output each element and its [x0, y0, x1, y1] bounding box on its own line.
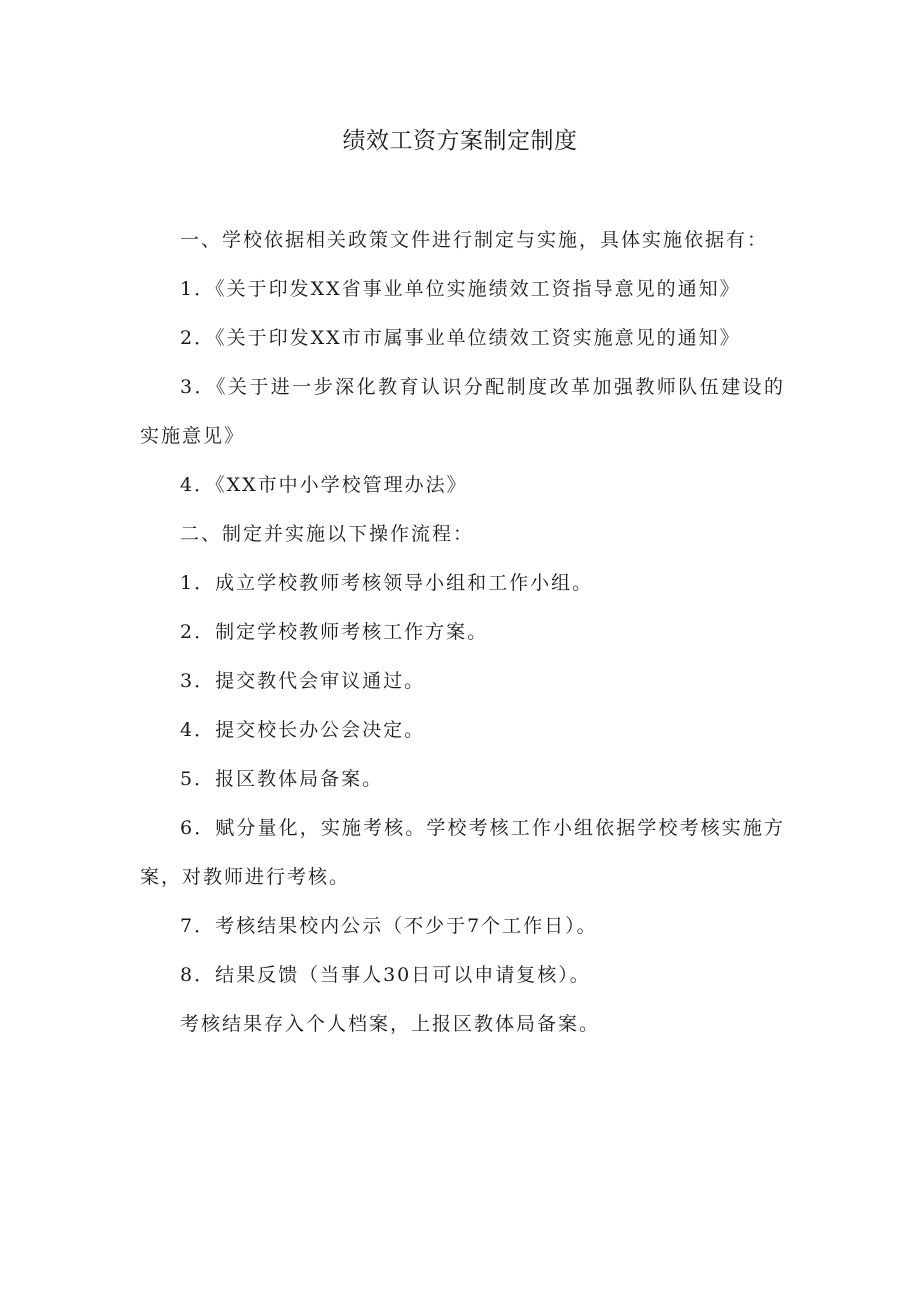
basis-item-4: 4．《XX市中小学校管理办法》 — [180, 474, 468, 496]
basis-item-1: 1．《关于印发XX省事业单位实施绩效工资指导意见的通知》 — [180, 278, 741, 300]
basis-item-3: 3．《关于进一步深化教育认识分配制度改革加强教师队伍建设的实施意见》 — [140, 376, 785, 447]
section-1-heading: 一、学校依据相关政策文件进行制定与实施，具体实施依据有： — [180, 229, 769, 251]
document-body — [140, 216, 785, 1049]
basis-item-2: 2．《关于印发XX市市属事业单位绩效工资实施意见的通知》 — [180, 327, 741, 349]
process-step-5: 5．报区教体局备案。 — [180, 768, 384, 790]
process-step-6: 6．赋分量化，实施考核。学校考核工作小组依据学校考核实施方案，对教师进行考核。 — [140, 817, 785, 888]
closing-note: 考核结果存入个人档案，上报区教体局备案。 — [180, 1013, 601, 1035]
process-step-7: 7．考核结果校内公示（不少于7个工作日）。 — [180, 915, 598, 937]
process-step-1: 1．成立学校教师考核领导小组和工作小组。 — [180, 572, 594, 594]
section-2-heading: 二、制定并实施以下操作流程： — [180, 523, 475, 545]
process-step-8: 8．结果反馈（当事人30日可以申请复核）。 — [180, 964, 591, 986]
process-step-3: 3．提交教代会审议通过。 — [180, 670, 426, 692]
process-step-4: 4．提交校长办公会决定。 — [180, 719, 426, 741]
document-title: 绩效工资方案制定制度 — [342, 128, 578, 154]
process-step-2: 2．制定学校教师考核工作方案。 — [180, 621, 489, 643]
